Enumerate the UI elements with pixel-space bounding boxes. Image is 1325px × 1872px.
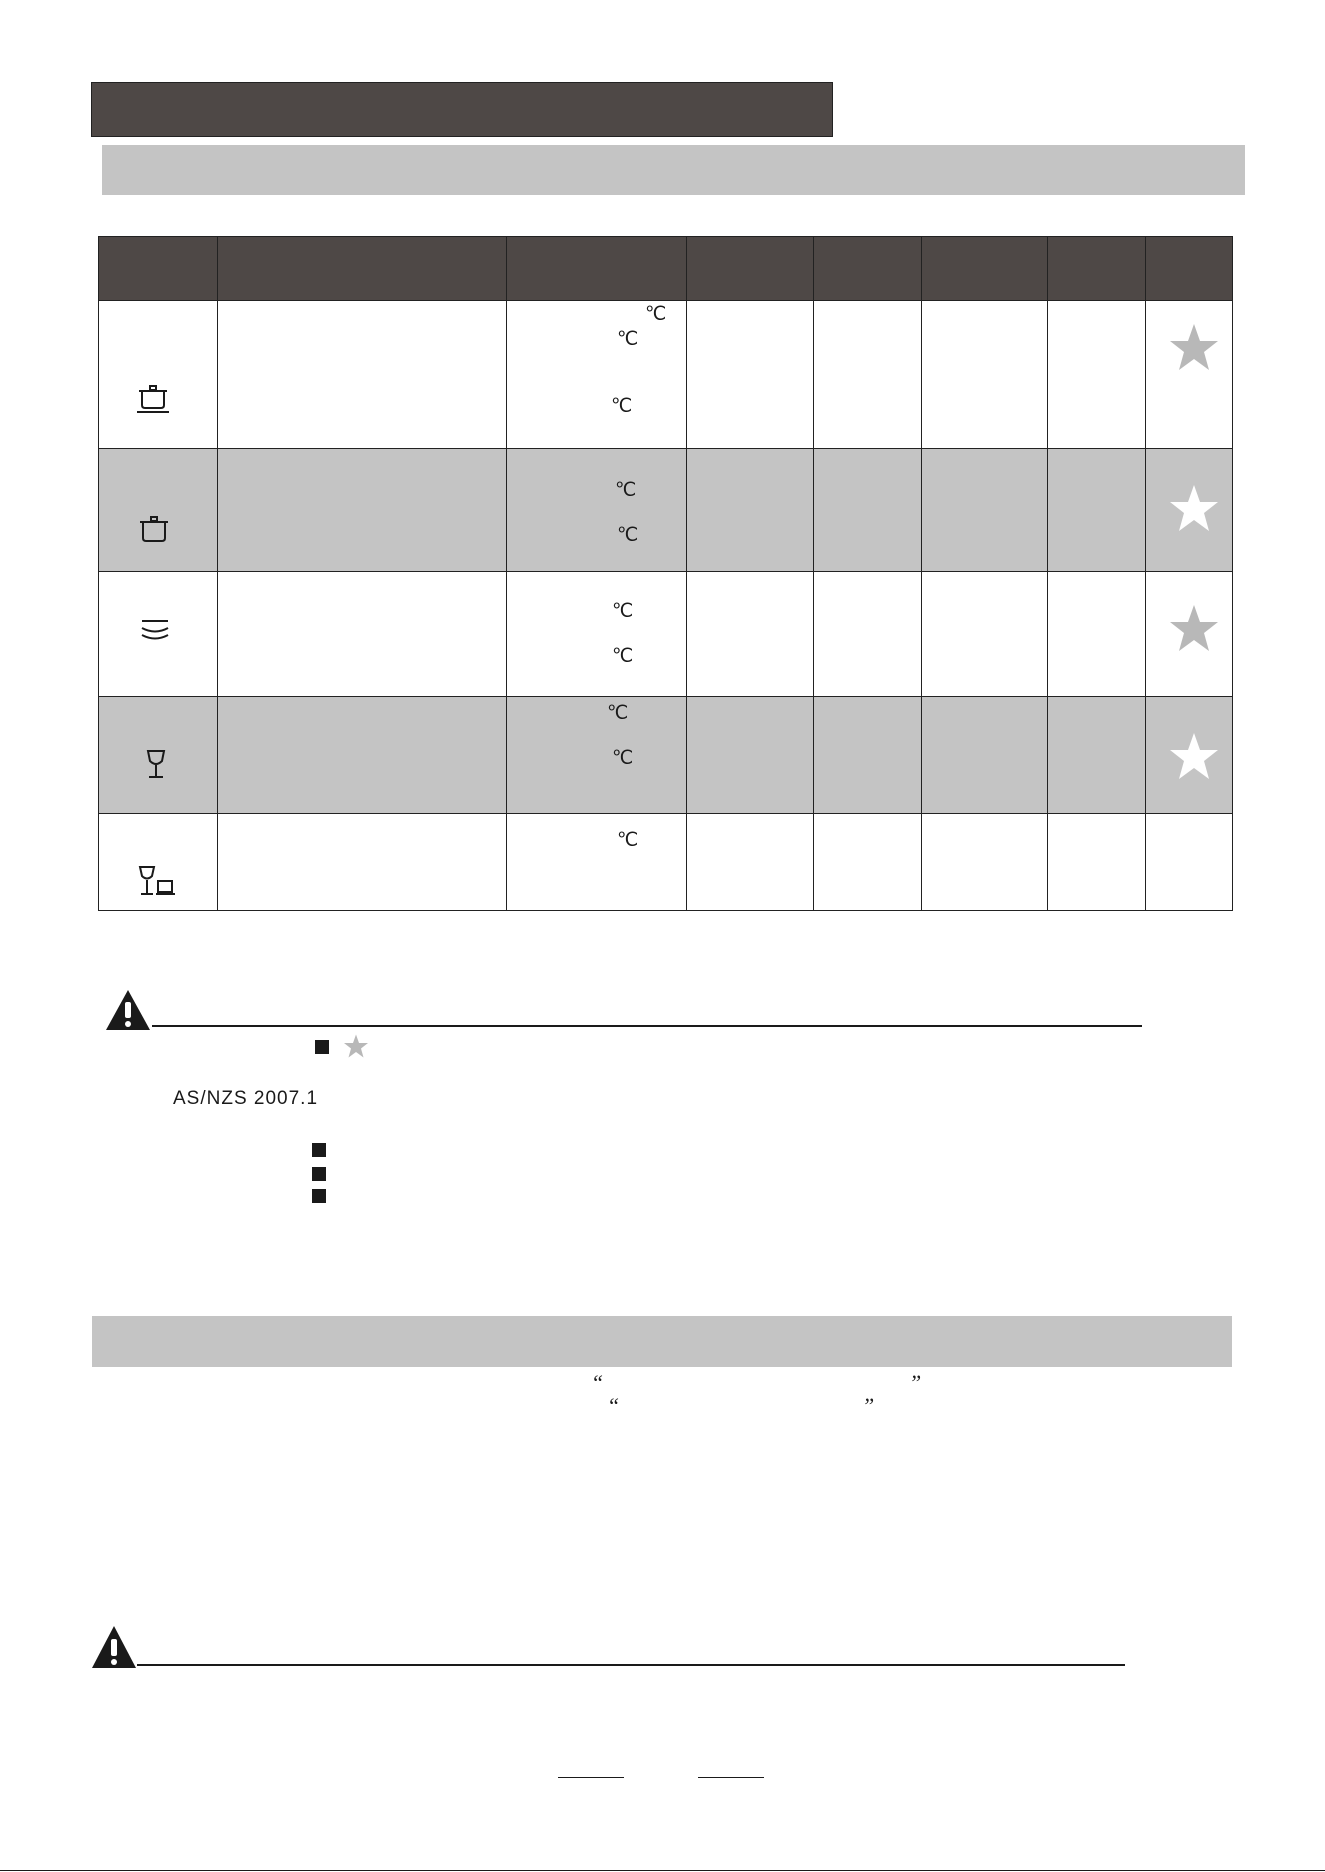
star-icon bbox=[1168, 483, 1220, 533]
degree-mark: ℃ bbox=[617, 525, 639, 546]
degree-mark: ℃ bbox=[612, 601, 634, 622]
pot-with-tray-icon bbox=[136, 383, 172, 415]
star-legend-icon bbox=[343, 1033, 369, 1059]
bullet-square-icon bbox=[312, 1167, 326, 1181]
glass-and-cup-icon bbox=[137, 865, 181, 897]
warning-icon bbox=[90, 1624, 138, 1670]
page-bottom-line bbox=[0, 1870, 1325, 1871]
blank-line bbox=[558, 1777, 624, 1778]
degree-mark: ℃ bbox=[615, 480, 637, 501]
notes-divider bbox=[152, 1025, 1142, 1027]
section-subtitle-bar bbox=[102, 145, 1245, 195]
table-row bbox=[99, 448, 1232, 571]
table-row bbox=[99, 813, 1232, 912]
section-title-bar bbox=[91, 82, 833, 137]
degree-mark: ℃ bbox=[607, 703, 629, 724]
table-row bbox=[99, 571, 1232, 696]
standard-reference: AS/NZS 2007.1 bbox=[173, 1088, 319, 1109]
close-quote: ” bbox=[909, 1370, 922, 1395]
degree-mark: ℃ bbox=[617, 329, 639, 350]
column-divider bbox=[506, 237, 507, 910]
bullet-square-icon bbox=[312, 1189, 326, 1203]
column-divider bbox=[921, 237, 922, 910]
close-quote: ” bbox=[862, 1393, 875, 1418]
pot-icon bbox=[138, 514, 170, 544]
degree-mark: ℃ bbox=[612, 748, 634, 769]
degree-mark: ℃ bbox=[612, 646, 634, 667]
warning-icon bbox=[104, 988, 152, 1032]
stacked-plates-icon bbox=[140, 617, 170, 645]
wash-cycle-table bbox=[98, 236, 1233, 911]
column-divider bbox=[1145, 237, 1146, 910]
wine-glass-icon bbox=[144, 749, 168, 779]
column-divider bbox=[217, 237, 218, 910]
bullet-square-icon bbox=[315, 1040, 329, 1054]
open-quote: “ bbox=[607, 1393, 620, 1418]
table-row bbox=[99, 696, 1232, 813]
column-divider bbox=[1047, 237, 1048, 910]
section2-header-bar bbox=[92, 1316, 1232, 1367]
table-header-row bbox=[99, 237, 1232, 300]
degree-mark: ℃ bbox=[611, 396, 633, 417]
bullet-square-icon bbox=[312, 1143, 326, 1157]
notes-divider bbox=[137, 1664, 1125, 1666]
column-divider bbox=[686, 237, 687, 910]
star-icon bbox=[1168, 603, 1220, 653]
open-quote: “ bbox=[591, 1370, 604, 1395]
column-divider bbox=[813, 237, 814, 910]
star-icon bbox=[1168, 731, 1220, 781]
degree-mark: ℃ bbox=[617, 830, 639, 851]
degree-mark: ℃ bbox=[645, 304, 667, 325]
blank-line bbox=[698, 1777, 764, 1778]
star-icon bbox=[1168, 322, 1220, 372]
